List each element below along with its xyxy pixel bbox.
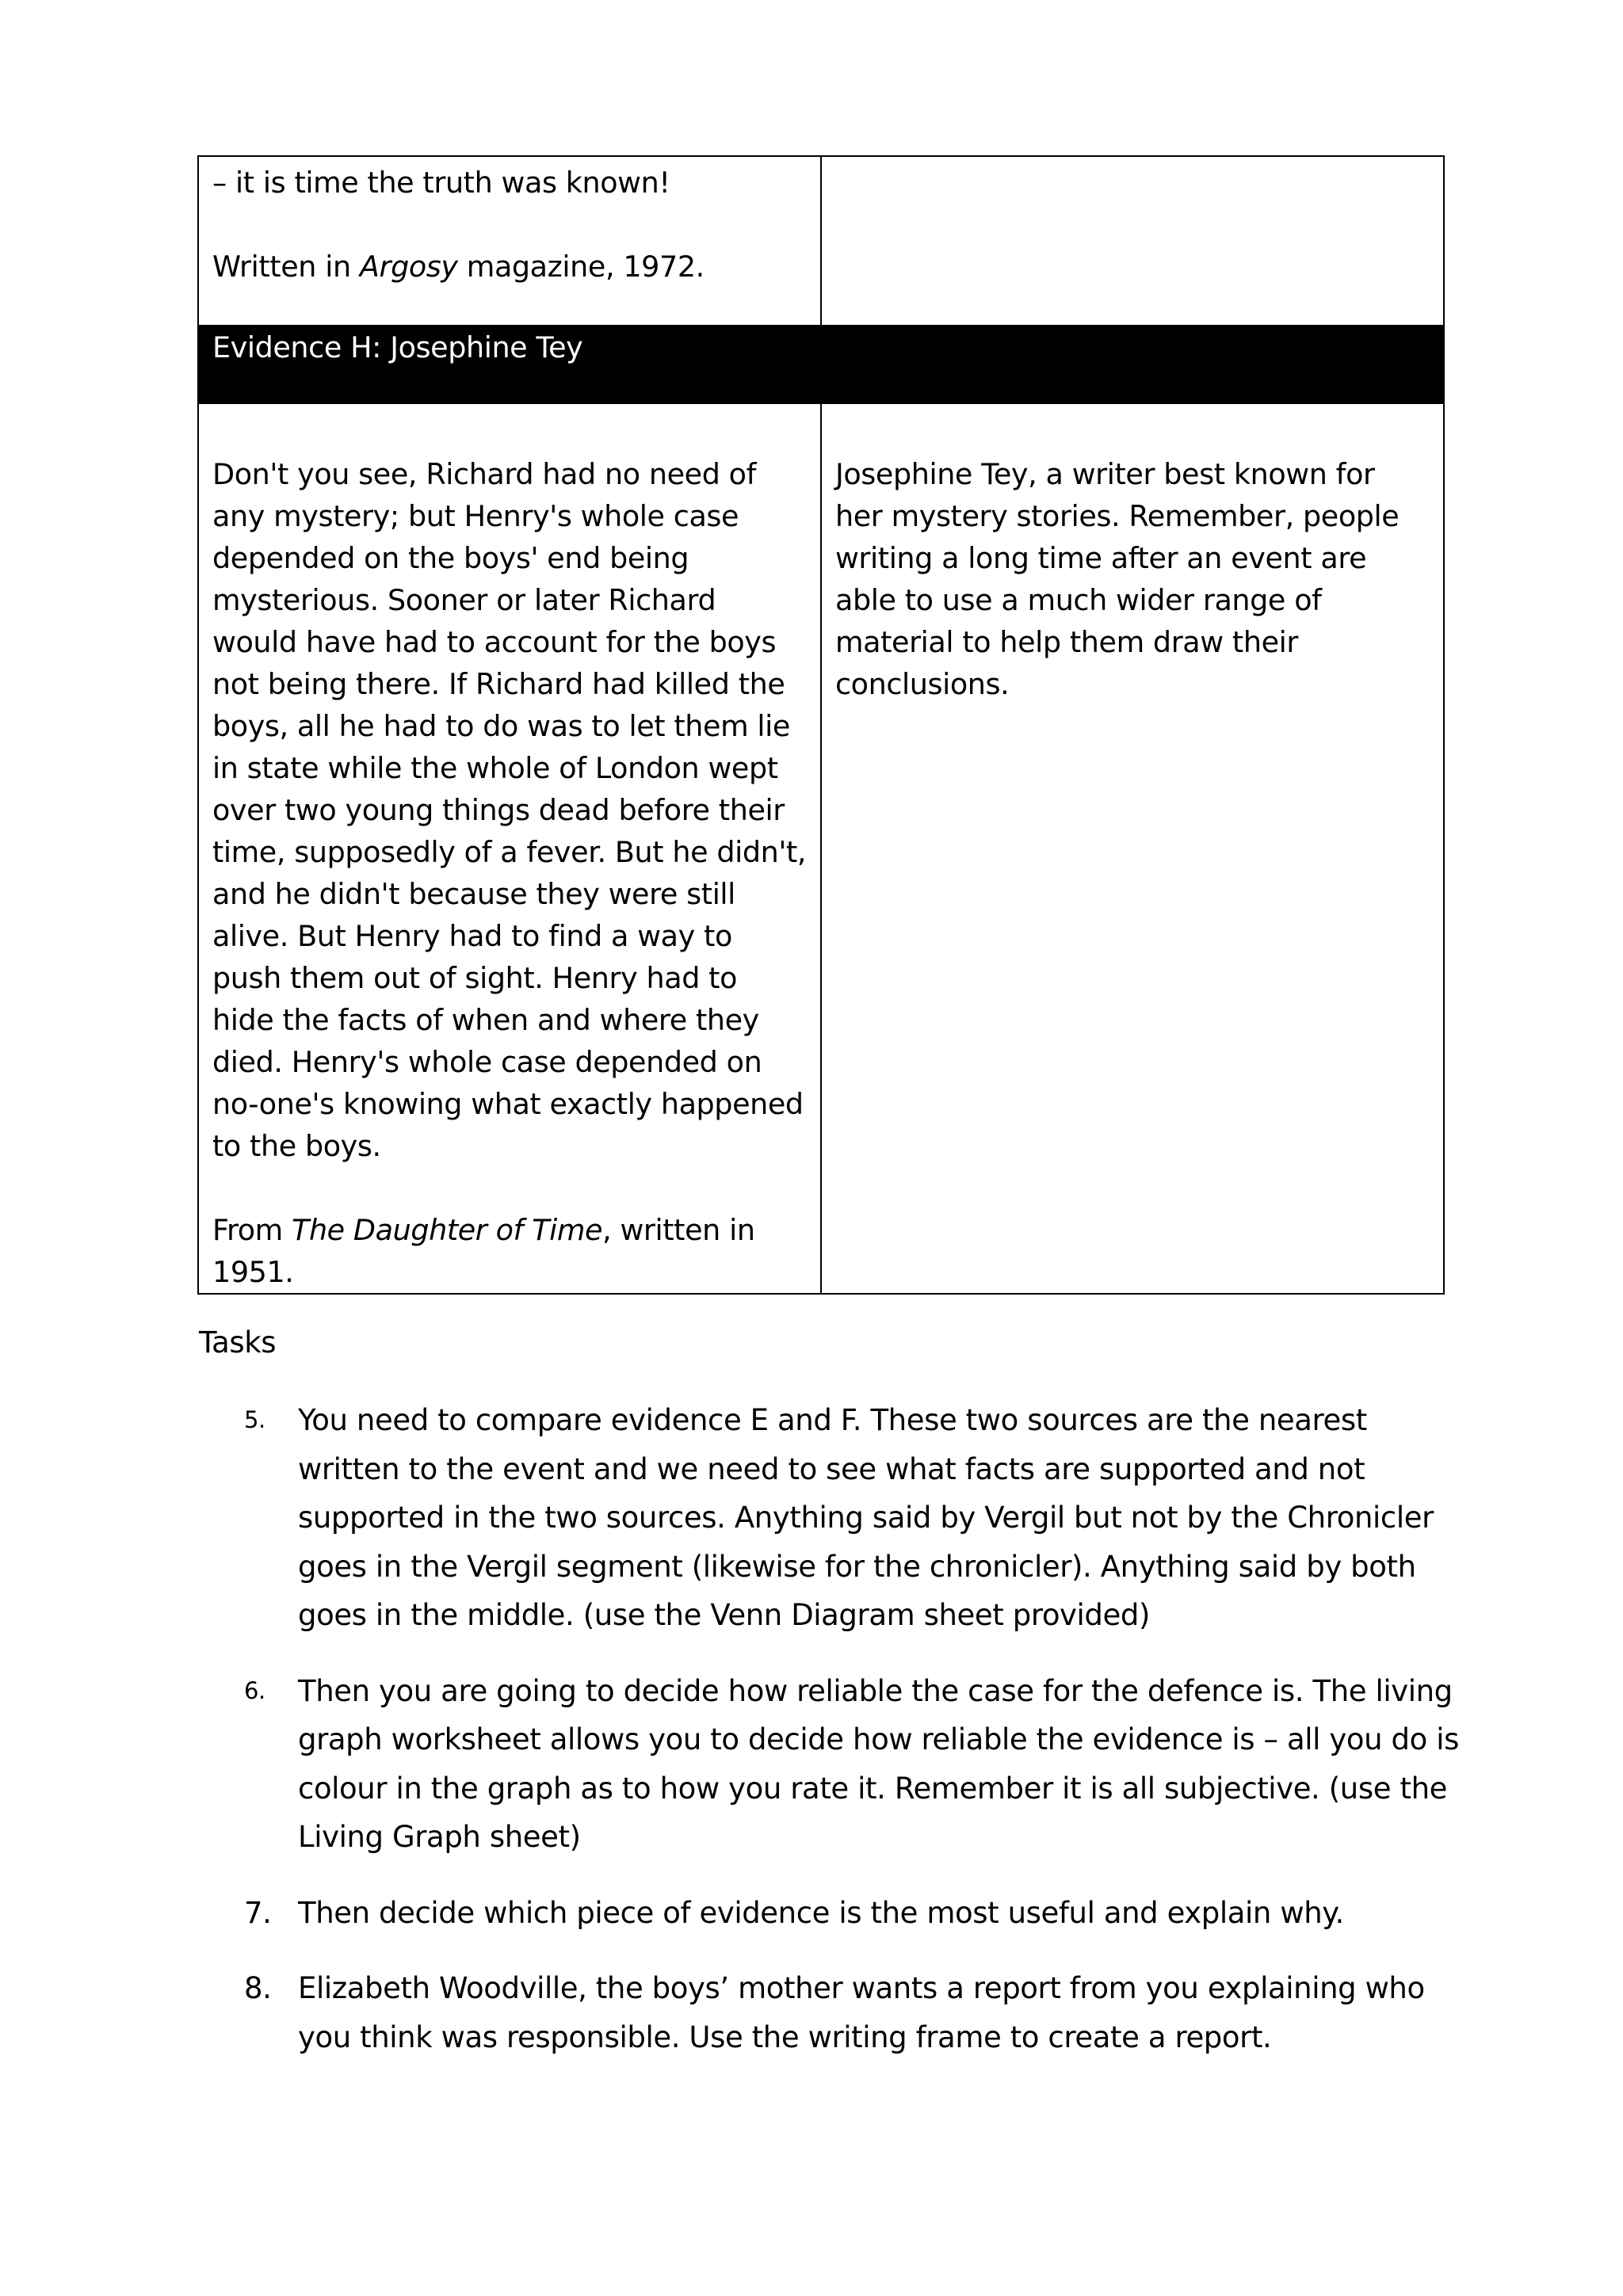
evidence-h-heading bbox=[198, 326, 1444, 403]
evidence-g-continuation-cell bbox=[198, 156, 821, 326]
task-number: 5. bbox=[244, 1406, 265, 1433]
evidence-h-row bbox=[198, 403, 1444, 1294]
task-number: 6. bbox=[244, 1676, 265, 1704]
evidence-h-comment: Josephine Tey, a writer best known for her mystery stories. Remember, people writing a long time after an event are able to use a much wider range of material to help them draw their conclusions. bbox=[834, 457, 1400, 701]
task-item bbox=[238, 1396, 1466, 1640]
evidence-h-source bbox=[212, 1209, 807, 1293]
source-title: Argosy bbox=[359, 250, 458, 284]
continuation-text: – it is time the truth was known! bbox=[212, 166, 670, 200]
task-text: Then you are going to decide how reliable the case for the defence is. The living graph worksheet allows you to decide how reliable the evidence is – all you do is colour in the graph as to how you rate it. Remember it is all subjective. (use the Living Graph sheet) bbox=[298, 1673, 1459, 1854]
source-suffix: , written in 1951. bbox=[212, 1213, 755, 1289]
evidence-g-continuation-row bbox=[198, 156, 1444, 326]
task-text: Then decide which piece of evidence is the most useful and explain why. bbox=[298, 1895, 1344, 1930]
continuation-source bbox=[212, 246, 807, 288]
evidence-table bbox=[197, 155, 1445, 1295]
evidence-h-heading-row bbox=[198, 326, 1444, 403]
source-title: The Daughter of Time bbox=[292, 1213, 603, 1247]
evidence-h-source-cell bbox=[198, 403, 821, 1294]
task-number: 7. bbox=[244, 1895, 272, 1930]
source-suffix: magazine, 1972. bbox=[457, 250, 705, 284]
tasks-list bbox=[238, 1396, 1466, 2088]
task-item bbox=[238, 1889, 1466, 1938]
source-prefix: From bbox=[212, 1213, 292, 1247]
evidence-h-heading-text: Evidence H: Josephine Tey bbox=[212, 330, 583, 364]
task-number: 8. bbox=[244, 1971, 272, 2005]
evidence-g-comment-cell bbox=[821, 156, 1444, 326]
task-text: Elizabeth Woodville, the boys’ mother wants a report from you explaining who you think was responsible. Use the writing frame to create a report. bbox=[298, 1971, 1425, 2054]
evidence-h-quote: Don't you see, Richard had no need of any mystery; but Henry's whole case depended on the boys' end being mysterious. Sooner or later Richard would have had to account for the boys not being there. If Richard had killed the boys, all he had to do was to let them lie in state while the whole of London wept over two young things dead before their time, supposedly of a fever. But he didn't, and he didn't because they were still alive. But Henry had to find a way to push them out of sight. Henry had to hide the facts of when and where they died. Henry's whole case depended on no-one's knowing what exactly happened to the boys. bbox=[212, 457, 807, 1163]
task-text: You need to compare evidence E and F. These two sources are the nearest written to the event and we need to see what facts are supported and not supported in the two sources. Anything said by Vergil but not by the Chronicler goes in the Vergil segment (likewise for the chronicler). Anything said by both goes in the middle. (use the Venn Diagram sheet provided) bbox=[298, 1403, 1434, 1632]
task-item bbox=[238, 1667, 1466, 1862]
evidence-h-comment-cell bbox=[821, 403, 1444, 1294]
task-item bbox=[238, 1964, 1466, 2061]
tasks-heading: Tasks bbox=[199, 1325, 277, 1360]
source-prefix: Written in bbox=[212, 250, 360, 284]
